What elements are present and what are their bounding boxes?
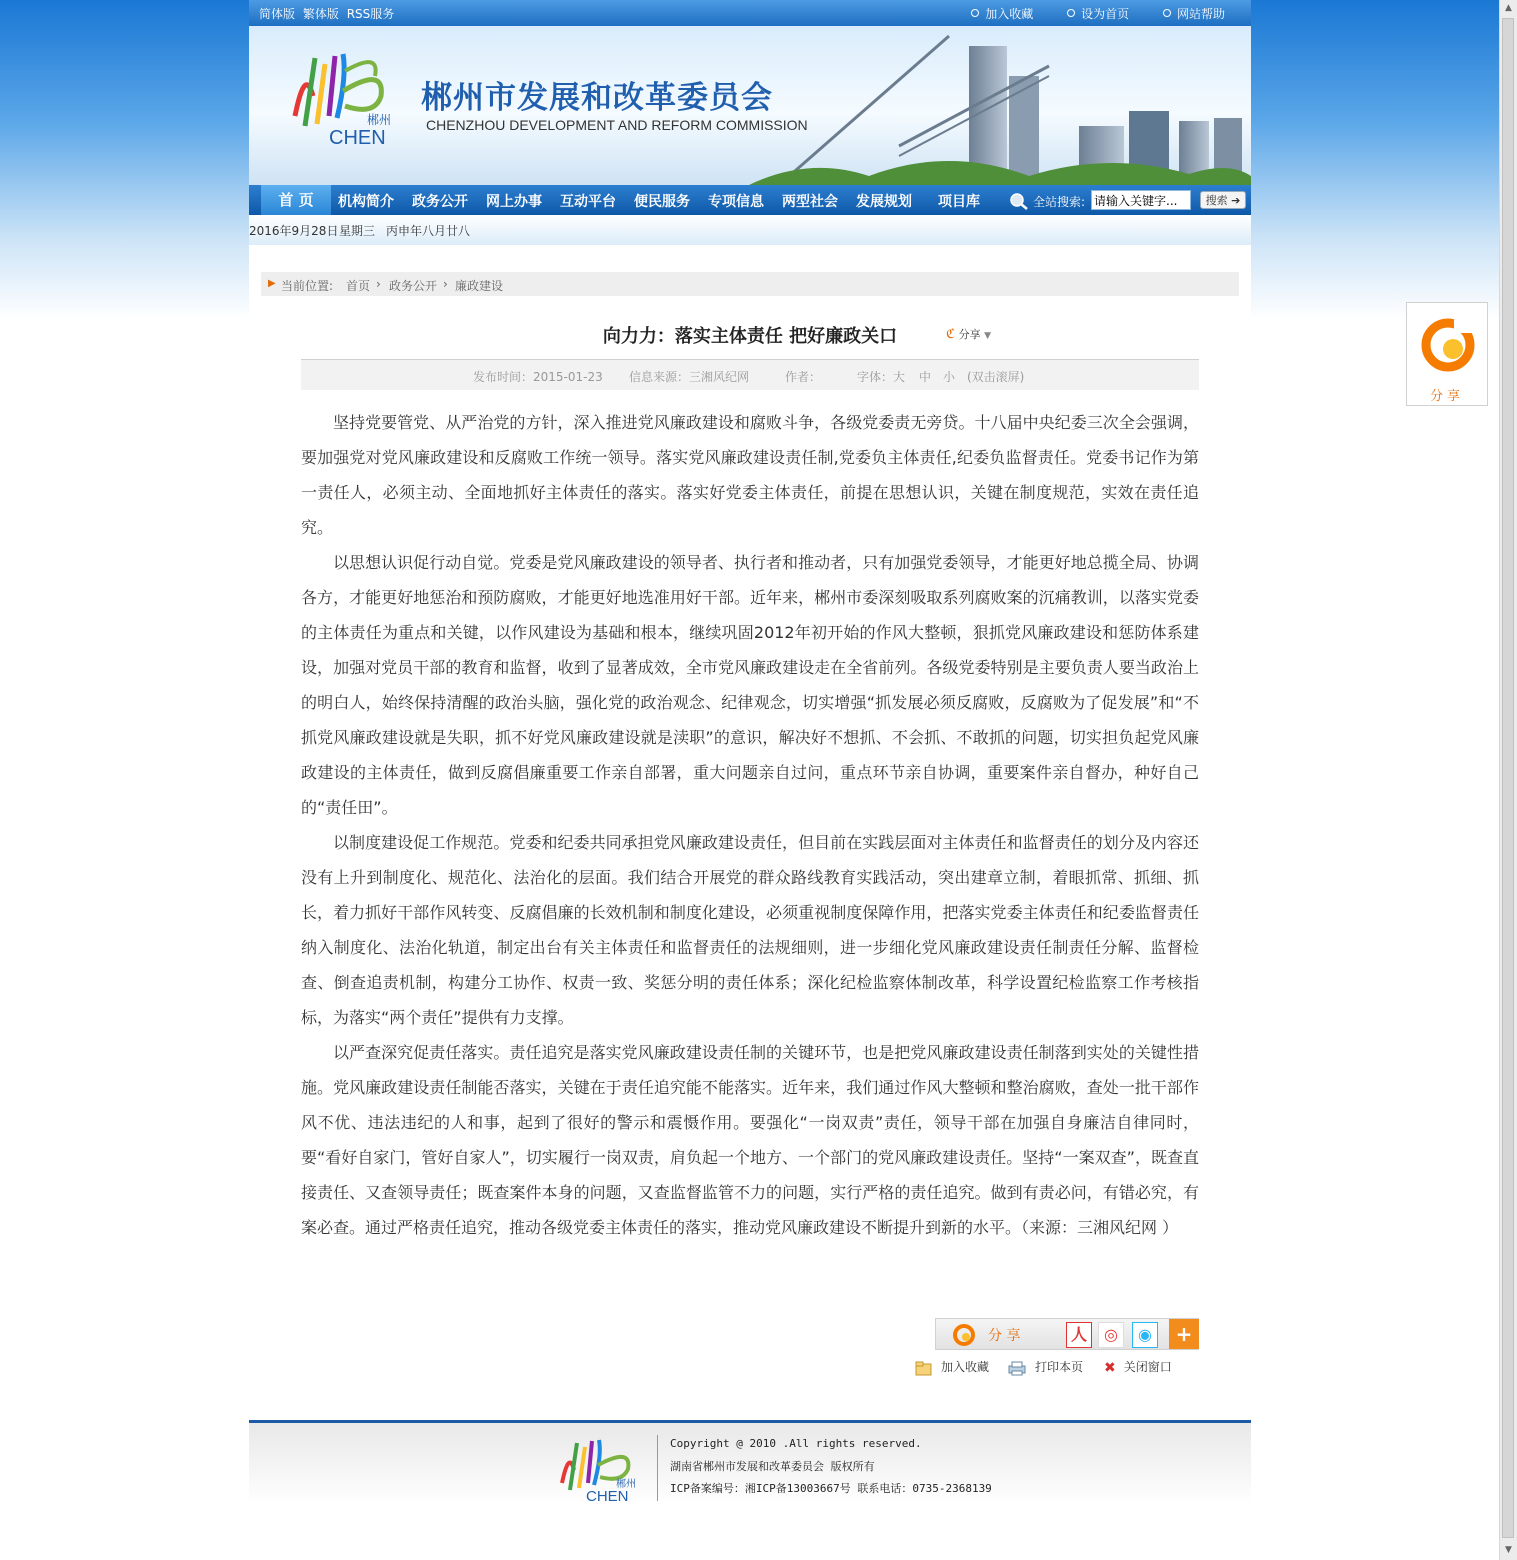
folder-icon [915, 1360, 933, 1376]
scroll-thumb[interactable] [1502, 18, 1514, 1538]
footer-separator [657, 1435, 658, 1501]
close-icon: ✖ [1104, 1359, 1116, 1376]
add-favorite-label: 加入收藏 [941, 1360, 990, 1374]
article-title: 向力力：落实主体责任 把好廉政关口 [602, 326, 898, 347]
date-bar [249, 215, 1251, 245]
share-logo-icon: ℭ [946, 327, 956, 342]
footer-owner: 湖南省郴州市发展和改革委员会 版权所有 [670, 1460, 875, 1473]
nav-item-gov-affairs[interactable]: 政务公开 [412, 194, 468, 210]
lunar-date: 丙申年八月廿八 [386, 224, 471, 238]
nav-item-two-type-society[interactable]: 两型社会 [782, 194, 838, 210]
chevron-down-icon: ▼ [984, 331, 992, 341]
tencent-share-icon[interactable]: ◉ [1132, 1322, 1158, 1348]
breadcrumb-home[interactable]: 首页 [346, 279, 371, 293]
font-medium-button[interactable]: 中 [919, 370, 932, 384]
traditional-link[interactable]: 繁体版 [302, 7, 339, 21]
bullet-icon [1067, 9, 1075, 17]
rss-link[interactable]: RSS服务 [346, 7, 395, 21]
publish-date: 发布时间：2015-01-23 [473, 370, 603, 384]
nav-item-public-service[interactable]: 便民服务 [634, 194, 690, 210]
close-window-button[interactable] [1104, 1358, 1172, 1376]
site-title: 郴州市发展和改革委员会 [421, 80, 773, 116]
nav-item-online-services[interactable]: 网上办事 [486, 194, 542, 210]
article-paragraph: 以制度建设促工作规范。党委和纪委共同承担党风廉政建设责任，但目前在实践层面对主体责任和监督责任的划分及内容还没有上升到制度化、规范化、法治化的层面。我们结合开展党的群众路线教育实践活动，突出建章立制，着眼抓常、抓细、抓长，着力抓好干部作风转变、反腐倡廉的长效机制和制度化建设，必须重视制度保障作用，把落实党委主体责任和纪委监督责任纳入制度化、法治化轨道，制定出台有关主体责任和监督责任的法规细则，进一步细化党风廉政建设责任制责任分解、监督检查、倒查追责机制，构建分工协作、权责一致、奖惩分明的责任体系；深化纪检监察体制改革，科学设置纪检监察工作考核指标，为落实“两个责任”提供有力支撑。 [301, 833, 1199, 1027]
main-nav [249, 185, 1251, 215]
breadcrumb-gov-affairs[interactable]: 政务公开 [389, 279, 438, 293]
footer-logo-icon [554, 1435, 644, 1503]
print-button[interactable] [1007, 1358, 1083, 1376]
search-input[interactable] [1091, 190, 1191, 210]
nav-item-home[interactable]: 首 页 [261, 185, 331, 215]
vertical-scrollbar[interactable] [1499, 0, 1517, 1560]
bullet-icon [971, 9, 979, 17]
more-share-button[interactable]: + [1169, 1319, 1199, 1349]
share-logo-icon [952, 1323, 976, 1347]
set-homepage-label: 设为首页 [1081, 7, 1130, 21]
breadcrumb-arrow-icon: ▶ [268, 278, 276, 289]
simplified-link[interactable]: 简体版 [259, 7, 296, 21]
weibo-share-icon[interactable]: ◎ [1098, 1322, 1124, 1348]
add-favorite-label: 加入收藏 [985, 7, 1034, 21]
footer-icp: ICP备案编号：湘ICP备13003667号 联系电话：0735-2368139 [670, 1482, 992, 1495]
scroll-hint: (双击滚屏) [967, 370, 1025, 384]
search-label: 全站搜索: [1033, 195, 1086, 209]
breadcrumb-separator-icon: › [443, 277, 448, 291]
renren-share-icon[interactable]: 人 [1066, 1322, 1092, 1348]
current-weekday: 星期三 [339, 224, 376, 238]
site-help-label: 网站帮助 [1176, 7, 1225, 21]
scroll-up-arrow-icon[interactable]: ▲ [1505, 3, 1512, 13]
breadcrumb-separator-icon: › [376, 277, 381, 291]
nav-item-about[interactable]: 机构简介 [338, 194, 394, 210]
logo-text-cn: 郴州 [367, 113, 392, 127]
font-large-button[interactable]: 大 [893, 370, 906, 384]
top-bar [249, 0, 1251, 26]
nav-item-development-plan[interactable]: 发展规划 [856, 194, 912, 210]
chenzhou-logo-icon [285, 46, 407, 146]
floating-share-button[interactable] [1406, 302, 1488, 406]
search-button-label: 搜索 [1205, 194, 1228, 207]
search-icon [1009, 192, 1029, 210]
font-small-button[interactable]: 小 [943, 370, 956, 384]
nav-item-project-library[interactable]: 项目库 [938, 194, 980, 210]
printer-icon [1007, 1360, 1027, 1376]
footer [249, 1423, 1251, 1560]
set-homepage-link[interactable] [1067, 7, 1129, 21]
nav-item-special-info[interactable]: 专项信息 [708, 194, 764, 210]
add-favorite-link[interactable] [971, 7, 1033, 21]
article-body [301, 405, 1199, 1245]
site-subtitle: CHENZHOU DEVELOPMENT AND REFORM COMMISSION [426, 117, 808, 133]
add-favorite-button[interactable] [915, 1358, 989, 1376]
article-meta [301, 359, 1199, 390]
article-paragraph: 以思想认识促行动自觉。党委是党风廉政建设的领导者、执行者和推动者，只有加强党委领导，才能更好地总揽全局、协调各方，才能更好地惩治和预防腐败，才能更好地选准用好干部。近年来，郴州市委深刻吸取系列腐败案的沉痛教训，以落实党委的主体责任为重点和关键，以作风建设为基础和根本，继续巩固2012年初开始的作风大整顿，狠抓党风廉政建设和惩防体系建设，加强对党员干部的教育和监督，收到了显著成效，全市党风廉政建设走在全省前列。各级党委特别是主要负责人要当政治上的明白人，始终保持清醒的政治头脑，强化党的政治观念、纪律观念，切实增强“抓发展必须反腐败，反腐败为了促发展”和“不抓党风廉政建设就是失职，抓不好党风廉政建设就是渎职”的意识，解决好不想抓、不会抓、不敢抓的问题，切实担负起党风廉政建设的主体责任，做到反腐倡廉重要工作亲自部署，重大问题亲自过问，重点环节亲自协调，重要案件亲自督办，种好自己的“责任田”。 [301, 553, 1199, 817]
bullet-icon [1163, 9, 1171, 17]
share-logo-icon [1420, 311, 1476, 377]
share-mini-label: 分享 [958, 328, 981, 341]
article-paragraph: 以严查深究促责任落实。责任追究是落实党风廉政建设责任制的关键环节，也是把党风廉政建设责任制落到实处的关键性措施。党风廉政建设责任制能否落实，关键在于责任追究能不能落实。近年来，我们通过作风大整顿和整治腐败，查处一批干部作风不优、违法违纪的人和事，起到了很好的警示和震慑作用。要强化“一岗双责”责任，领导干部在加强自身廉洁自律同时，要“看好自家门，管好自家人”，切实履行一岗双责，肩负起一个地方、一个部门的党风廉政建设责任。坚持“一案双查”，既查直接责任、又查领导责任；既查案件本身的问题，又查监督监管不力的问题，实行严格的责任追究。做到有责必问，有错必究，有案必查。通过严格责任追究，推动各级党委主体责任的落实，推动党风廉政建设不断提升到新的水平。（来源：三湘风纪网 ） [301, 1043, 1199, 1237]
footer-logo-text-cn: 郴州 [616, 1479, 636, 1490]
article-paragraph: 坚持党要管党、从严治党的方针，深入推进党风廉政建设和腐败斗争，各级党委责无旁贷。十八届中央纪委三次全会强调，要加强党对党风廉政建设和反腐败工作统一领导。落实党风廉政建设责任制,党委负主体责任,纪委负监督责任。党委书记作为第一责任人，必须主动、全面地抓好主体责任的落实。落实好党委主体责任，前提在思想认识，关键在制度规范，实效在责任追究。 [301, 413, 1199, 537]
share-bar[interactable] [935, 1318, 1199, 1350]
current-date: 2016年9月28日 [249, 224, 339, 238]
font-size-label: 字体： [857, 370, 894, 384]
floating-share-label: 分享 [1429, 389, 1464, 404]
print-label: 打印本页 [1035, 1360, 1084, 1374]
author: 作者： [785, 370, 822, 384]
site-help-link[interactable] [1163, 7, 1225, 21]
search-button[interactable]: 搜索 ➔ [1200, 191, 1246, 209]
footer-logo-text-en: CHEN [586, 1488, 629, 1503]
info-source: 信息来源：三湘风纪网 [629, 370, 750, 384]
nav-item-interaction[interactable]: 互动平台 [560, 194, 616, 210]
breadcrumb [261, 272, 1239, 296]
logo-text-en: CHEN [329, 127, 386, 146]
share-mini-button[interactable] [946, 326, 991, 342]
share-label: 分 享 [988, 1328, 1021, 1344]
breadcrumb-label: 当前位置: [281, 279, 334, 293]
footer-copyright: Copyright @ 2010 .All rights reserved. [670, 1437, 922, 1450]
page-container [249, 0, 1251, 1560]
header-banner [249, 26, 1251, 185]
breadcrumb-current[interactable]: 廉政建设 [455, 279, 504, 293]
scroll-down-arrow-icon[interactable]: ▼ [1505, 1545, 1512, 1555]
close-window-label: 关闭窗口 [1123, 1360, 1172, 1374]
city-skyline-image [749, 26, 1251, 185]
